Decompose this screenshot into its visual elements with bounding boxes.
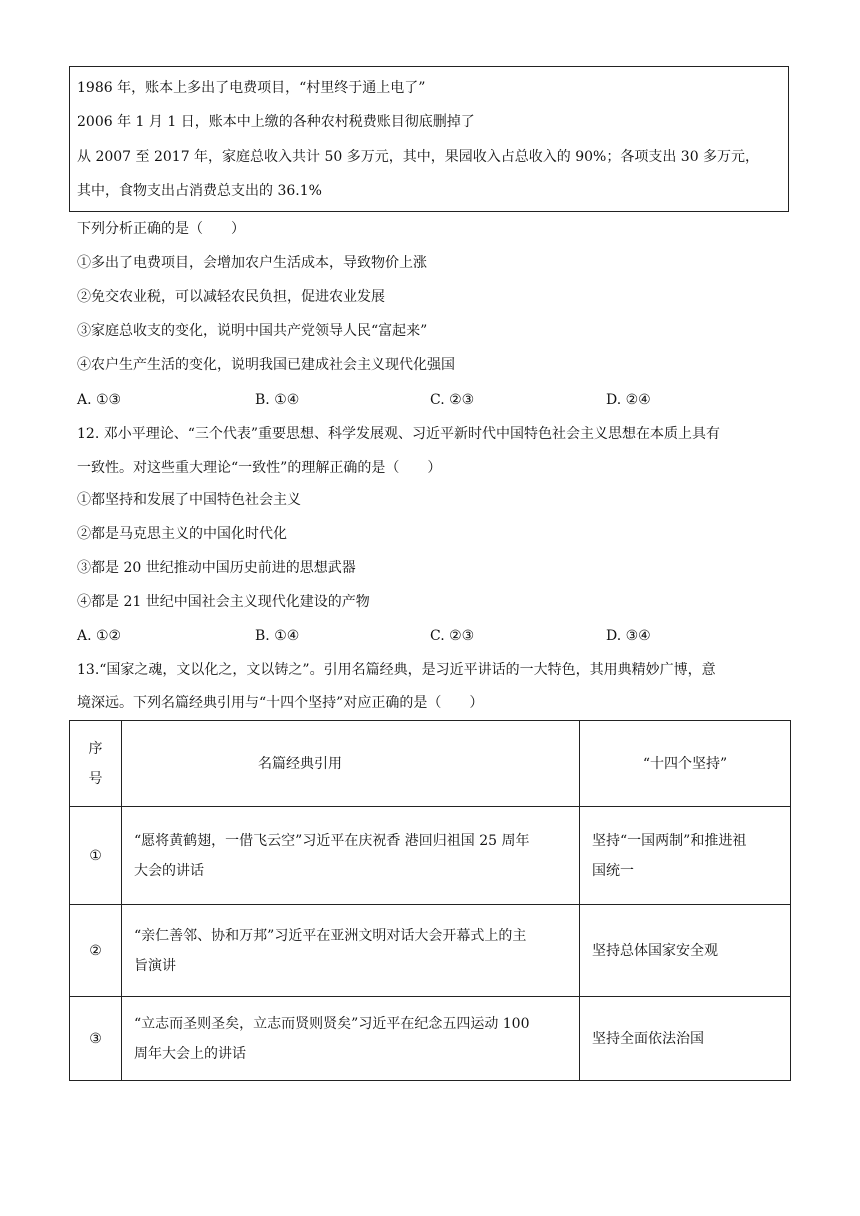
row-3-number: ③: [70, 997, 122, 1081]
row-2-principle: [580, 905, 791, 997]
q11-statement-3: ③家庭总收支的变化，说明中国共产党领导人民“富起来”: [77, 323, 428, 339]
q11-option-d[interactable]: D. ②④: [606, 392, 651, 408]
q11-statement-4: ④农户生产生活的变化，说明我国已建成社会主义现代化强国: [77, 357, 455, 373]
row-1-quote: [122, 807, 580, 905]
row-2-number: ②: [70, 905, 122, 997]
row-2-quote: [122, 905, 580, 997]
row-2-principle-line-1: 坚持总体国家安全观: [592, 942, 718, 959]
row-2-quote-line-2: 旨演讲: [134, 957, 176, 974]
material-line-2: 2006 年 1 月 1 日，账本中上缴的各种农村税费账目彻底删掉了: [77, 114, 475, 130]
table-row: [70, 807, 791, 905]
row-3-principle-line-1: 坚持全面依法治国: [592, 1030, 704, 1047]
row-1-principle: [580, 807, 791, 905]
q13-stem-line-2: 境深远。下列名篇经典引用与“十四个坚持”对应正确的是（ ）: [77, 695, 484, 711]
header-serial: 序号: [70, 721, 122, 807]
q12-statement-1: ①都坚持和发展了中国特色社会主义: [77, 492, 301, 508]
q12-option-b[interactable]: B. ①④: [255, 628, 300, 644]
q11-option-b[interactable]: B. ①④: [255, 392, 300, 408]
q12-stem-line-1: 12. 邓小平理论、“三个代表”重要思想、科学发展观、习近平新时代中国特色社会主义思想在本质上具有: [77, 426, 721, 442]
material-line-3: 从 2007 至 2017 年，家庭总收入共计 50 多万元，其中，果园收入占总收入的 90%；各项支出 30 多万元，: [77, 149, 760, 165]
q12-option-d[interactable]: D. ③④: [606, 628, 651, 644]
row-1-principle-line-1: 坚持“一国两制”和推进祖: [592, 832, 747, 849]
q11-option-a[interactable]: A. ①③: [77, 392, 122, 408]
header-principle: “十四个坚持”: [580, 721, 791, 807]
row-1-quote-line-2: 大会的讲话: [134, 862, 204, 879]
q12-option-c[interactable]: C. ②③: [430, 628, 475, 644]
q12-option-a[interactable]: A. ①②: [77, 628, 122, 644]
table-row: [70, 997, 791, 1081]
q11-option-c[interactable]: C. ②③: [430, 392, 475, 408]
q12-statement-4: ④都是 21 世纪中国社会主义现代化建设的产物: [77, 594, 370, 610]
material-line-4: 其中，食物支出占消费总支出的 36.1%: [77, 183, 322, 199]
quote-table: [69, 720, 791, 1081]
row-3-quote-line-1: “立志而圣则圣矣，立志而贤则贤矣”习近平在纪念五四运动 100: [134, 1015, 530, 1032]
row-3-quote-line-2: 周年大会上的讲话: [134, 1045, 246, 1062]
row-3-quote: [122, 997, 580, 1081]
header-quote: 名篇经典引用: [122, 721, 580, 807]
q12-stem-line-2: 一致性。对这些重大理论“一致性”的理解正确的是（ ）: [77, 460, 442, 476]
row-2-quote-line-1: “亲仁善邻、协和万邦”习近平在亚洲文明对话大会开幕式上的主: [134, 927, 527, 944]
q11-stem: 下列分析正确的是（ ）: [77, 221, 245, 237]
q12-statement-2: ②都是马克思主义的中国化时代化: [77, 526, 287, 542]
q12-statement-3: ③都是 20 世纪推动中国历史前进的思想武器: [77, 560, 356, 576]
q13-stem-line-1: 13.“国家之魂，文以化之，文以铸之”。引用名篇经典，是习近平讲话的一大特色，其用典精妙广博，意: [77, 662, 716, 678]
table-header-row: [70, 721, 791, 807]
q11-statement-1: ①多出了电费项目，会增加农户生活成本，导致物价上涨: [77, 255, 427, 271]
row-1-number: ①: [70, 807, 122, 905]
table-row: [70, 905, 791, 997]
q11-statement-2: ②免交农业税，可以减轻农民负担，促进农业发展: [77, 289, 385, 305]
row-1-principle-line-2: 国统一: [592, 862, 634, 879]
material-line-1: 1986 年，账本上多出了电费项目，“村里终于通上电了”: [77, 80, 426, 96]
row-1-quote-line-1: “愿将黄鹤翅，一借飞云空”习近平在庆祝香 港回归祖国 25 周年: [134, 832, 530, 849]
row-3-principle: [580, 997, 791, 1081]
